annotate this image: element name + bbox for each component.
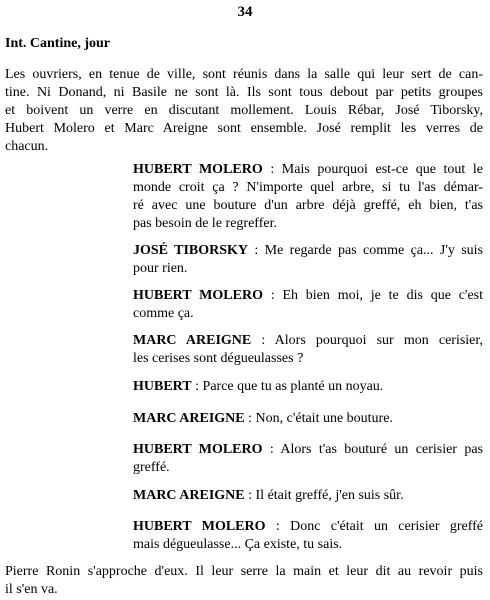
dialogue-text: : Alors pourquoi sur mon cerisier, [251,333,483,348]
dialogue-text: : Il était greffé, j'en suis sûr. [244,488,404,503]
dialogue-first-line [133,242,483,260]
dialogue-first-line [133,287,483,305]
intro-line: chacun. [5,139,49,154]
page-number: 34 [237,4,253,20]
dialogue-text: pas besoin de le regreffer. [133,216,277,231]
speaker-name: HUBERT MOLERO [133,442,263,457]
scene-heading: Int. Cantine, jour [5,36,111,51]
dialogue-first-line [133,332,483,350]
dialogue-text: : Parce que tu as planté un noyau. [191,379,384,394]
speaker-name: HUBERT MOLERO [133,162,263,177]
dialogue-text: : Eh bien moi, je te dis que c'est [262,288,483,303]
intro-line: tine. Ni Donand, ni Basile ne sont là. Ils sont tous debout par petits groupes [5,85,483,100]
speaker-name: HUBERT [133,379,192,394]
intro-line: Hubert Molero et Marc Areigne sont ensemble. José remplit les verres de [5,121,483,136]
dialogue-text: mais dégueulasse... Ça existe, tu sais. [133,537,343,552]
speaker-name: HUBERT MOLERO [133,519,266,534]
speaker-name: JOSÉ TIBORSKY [133,243,249,258]
speaker-name: MARC AREIGNE [133,333,252,348]
dialogue-text: ré avec une bouture d'un arbre déjà greffé, eh bien, t'as [133,198,483,213]
dialogue-first-line [133,161,483,179]
dialogue-first-line [133,410,393,428]
dialogue-text: : Mais pourquoi est-ce que tout le [262,162,483,177]
intro-line: Les ouvriers, en tenue de ville, sont réunis dans la salle qui leur sert de can- [5,67,483,82]
dialogue-first-line [133,518,483,536]
speaker-name: HUBERT MOLERO [133,288,263,303]
dialogue-text: greffé. [133,460,170,475]
speaker-name: MARC AREIGNE [133,411,245,426]
dialogue-text: : Non, c'était une bouture. [244,411,393,426]
dialogue-text: monde croit ça ? N'importe quel arbre, si tu l'as démar- [133,180,483,195]
dialogue-text: : Alors t'as bouturé un cerisier pas [262,442,483,457]
outro-line: il s'en va. [5,582,58,597]
dialogue-first-line [133,441,483,459]
dialogue-text: : Me regarde pas comme ça... J'y suis [248,243,484,258]
intro-line: et boivent un verre en discutant mollement. Louis Rébar, José Tiborsky, [5,103,483,118]
dialogue-first-line [133,378,383,396]
speaker-name: MARC AREIGNE [133,488,245,503]
dialogue-text: : Donc c'était un cerisier greffé [265,519,483,534]
dialogue-first-line [133,487,404,505]
dialogue-text: les cerises sont dégueulasses ? [133,351,304,366]
dialogue-text: comme ça. [133,306,194,321]
outro-line: Pierre Ronin s'approche d'eux. Il leur serre la main et leur dit au revoir puis [5,564,483,579]
dialogue-text: pour rien. [133,261,188,276]
